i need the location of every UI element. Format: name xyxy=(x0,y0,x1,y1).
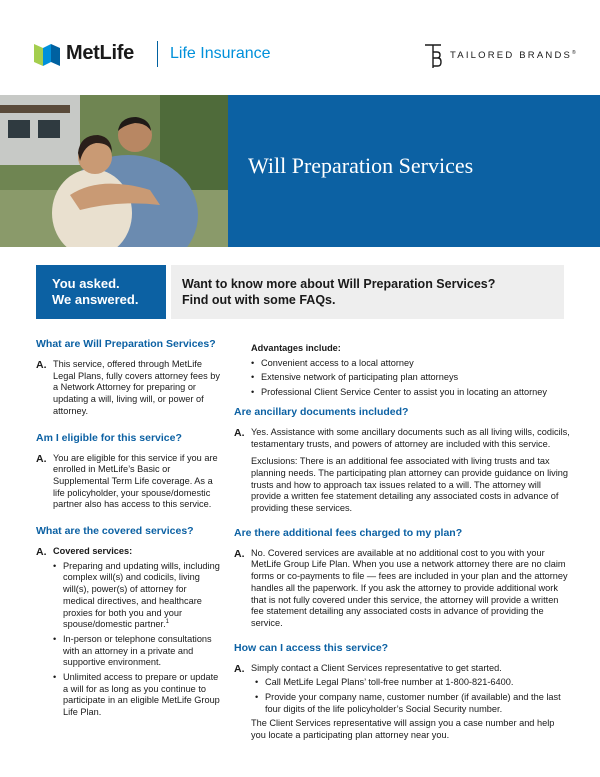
list-item: • Call MetLife Legal Plans’ toll-free number at 1-800-821-6400. xyxy=(255,677,570,689)
list-item: • Provide your company name, customer number (if available) and the last four digits of the life policyholder’s Social Security number. xyxy=(255,692,570,715)
advantages-list xyxy=(251,358,570,399)
footnote-mark: 1 xyxy=(165,619,169,626)
faq-answer: This service, offered through MetLife Legal Plans, fully covers attorney fees by a Network Attorney for preparing or updating a will, living will, or power of attorney. xyxy=(53,359,220,416)
metlife-logo-icon xyxy=(34,42,60,66)
faq-item xyxy=(234,642,570,742)
answer-mark: A. xyxy=(36,546,47,559)
faq-question: How can I access this service? xyxy=(234,641,389,654)
answer-mark: A. xyxy=(36,359,47,371)
advantages-section xyxy=(234,343,570,399)
hero-photo-couple xyxy=(0,95,228,247)
list-item: • Professional Client Service Center to assist you in locating an attorney xyxy=(251,387,570,399)
header-divider xyxy=(157,41,158,67)
faq-item xyxy=(36,338,220,418)
tailored-brands-monogram-icon xyxy=(424,43,442,69)
answer-mark: A. xyxy=(36,452,47,465)
answer-mark: A. xyxy=(234,547,245,560)
faq-item xyxy=(234,527,570,630)
list-item: • Preparing and updating wills, including complex will(s) and codicils, living will(s), power(s) of attorney for medical directives, and healthcare proxies for both you and your spouse/domestic partner.$^1$ xyxy=(53,561,220,631)
answer-mark: A. xyxy=(234,426,245,439)
list-item: • Convenient access to a local attorney xyxy=(251,358,570,370)
covered-services-list xyxy=(53,561,220,719)
faq-column-right xyxy=(234,343,570,742)
partner-name: TAILORED BRANDS® xyxy=(450,49,576,61)
page-title: Will Preparation Services xyxy=(248,153,474,178)
list-item: • Extensive network of participating plan attorneys xyxy=(251,372,570,384)
faq-answer-intro: Simply contact a Client Services representative to get started. xyxy=(251,662,502,673)
answer-mark: A. xyxy=(234,662,245,675)
faq-column-left xyxy=(36,338,220,722)
callout-left-line1: You asked. xyxy=(52,276,120,291)
faq-answer-exclusions: Exclusions: There is an additional fee associated with living trusts and tax planning needs. The participating plan attorney can provide guidance on living trusts and how to approach tax issues related to a will. The attorney will provide a written fee statement detailing any associated costs in advance of providing these services. xyxy=(251,456,569,514)
faq-answer: Yes. Assistance with some ancillary documents such as all living wills, codicils, testamentary trusts, and powers of attorney are included with this service. xyxy=(251,426,570,449)
faq-question: What are the covered services? xyxy=(36,525,194,538)
faq-item xyxy=(234,406,570,515)
faq-question: Are ancillary documents included? xyxy=(234,405,409,418)
faq-item xyxy=(36,525,220,722)
product-name: Life Insurance xyxy=(170,45,271,62)
callout-you-asked xyxy=(36,265,166,319)
list-item: • In-person or telephone consultations with an attorney in a private and supportive environment. xyxy=(53,634,220,669)
faq-answer-closing: The Client Services representative will assign you a case number and help you locate a participating plan attorney near you. xyxy=(251,718,555,741)
callout-left-line2: We answered. xyxy=(52,292,139,307)
faq-question: What are Will Preparation Services? xyxy=(36,338,216,350)
faq-question: Are there additional fees charged to my plan? xyxy=(234,526,463,539)
page-header xyxy=(0,0,600,95)
callout-right-line1: Want to know more about Will Preparation Services? xyxy=(182,277,496,291)
access-steps-list xyxy=(255,677,570,715)
faq-item xyxy=(36,432,220,512)
advantages-heading: Advantages include: xyxy=(251,343,341,353)
faq-question: Am I eligible for this service? xyxy=(36,431,182,444)
hero-banner xyxy=(228,95,600,247)
callout-faq-intro xyxy=(171,265,564,319)
covered-services-heading: Covered services: xyxy=(53,546,133,557)
faq-answer: You are eligible for this service if you are enrolled in MetLife’s Basic or Supplemental Term Life coverage. As a life policyholder, your spouse/domestic partner also has access to this service. xyxy=(53,452,218,510)
list-item: • Unlimited access to prepare or update a will for as long as you continue to participate in an eligible MetLife Group Life Plan. xyxy=(53,672,220,719)
callout-right-line2: Find out with some FAQs. xyxy=(182,293,336,307)
faq-answer: No. Covered services are available at no additional cost to you with your MetLife Group Life Plan. When you use a network attorney there are no claim forms or co-payments to file — fees are included in your plan and the attorney handles all the paperwork. If you ask the attorney to provide additional work that is not fully covered under this service, the attorney will provide a written fee statement detailing any associated costs in advance of providing the service. xyxy=(251,547,568,628)
brand-name: MetLife xyxy=(66,42,134,64)
